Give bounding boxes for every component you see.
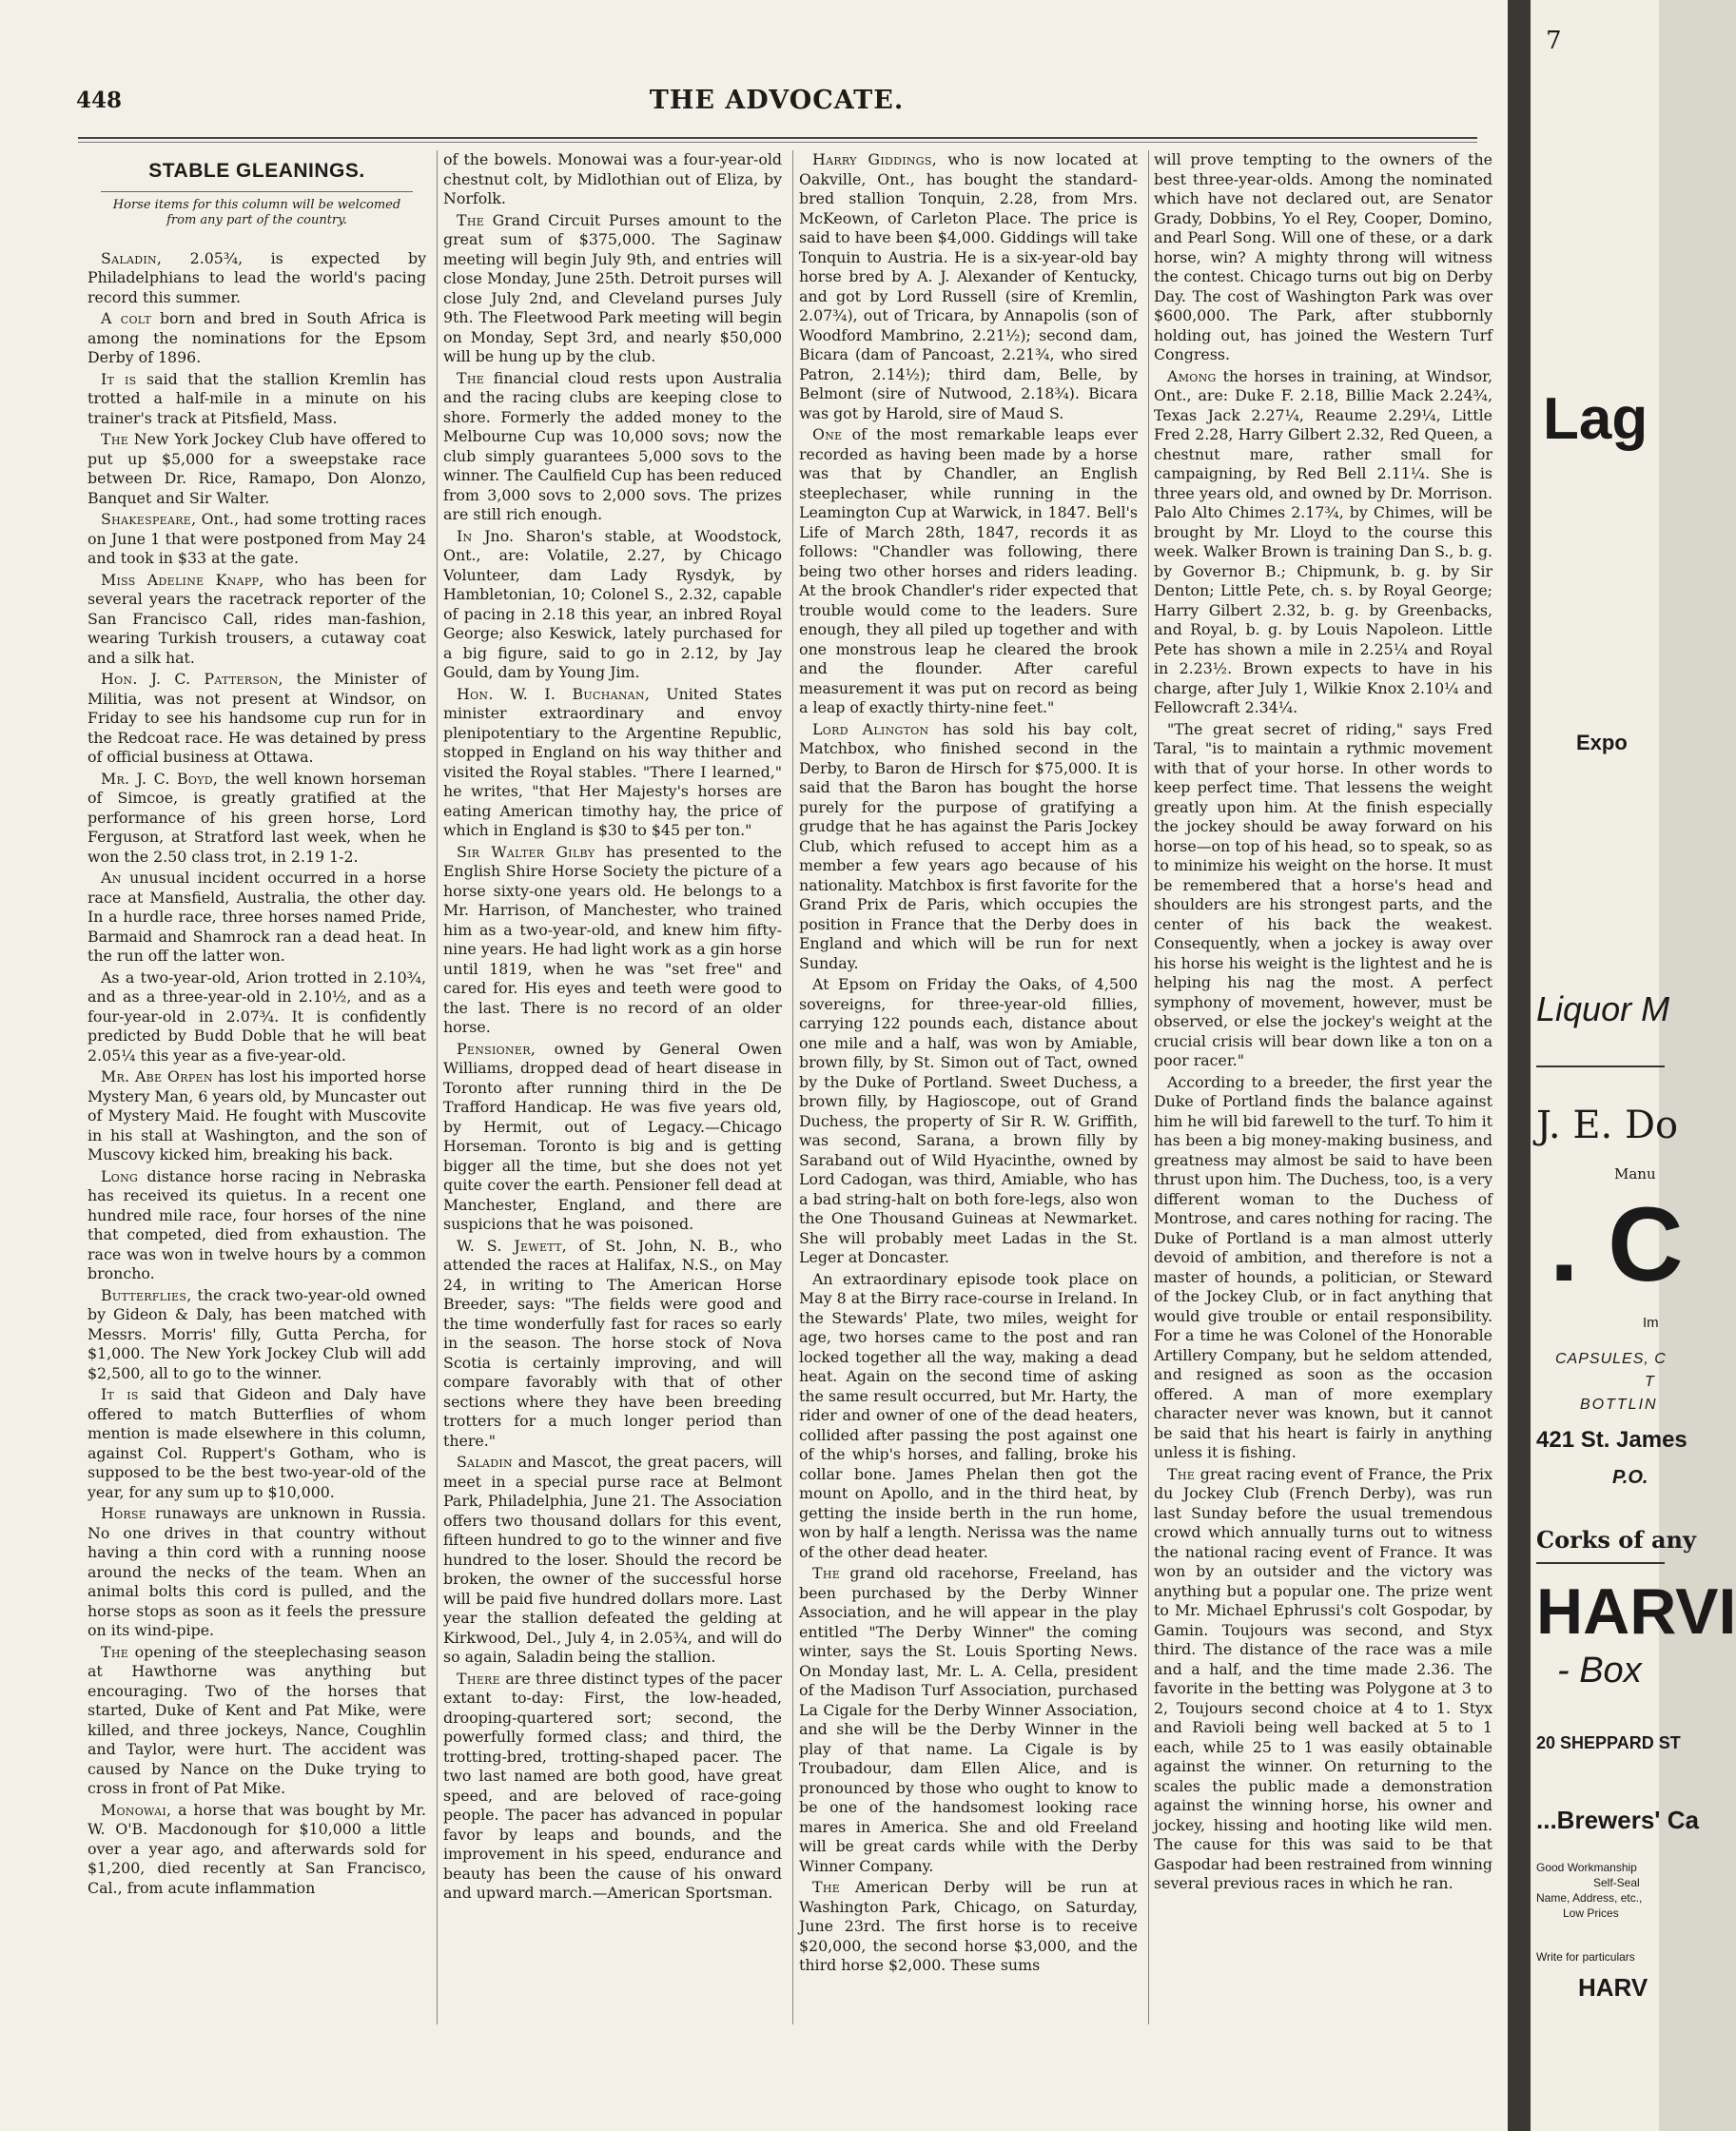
- news-item-text: United States minister extraordinary and envoy plenipotentiary to the Argentine Republic, stopped in England on his way thither and visited the Royal stables. "There I learned," he writes, "that Her Majesty's horses are eating American timothy hay, the price of which in England is $30 to $45 per ton.": [443, 684, 782, 839]
- ad-self-seal: Self-Seal: [1593, 1876, 1640, 1889]
- news-item-text: New York Jockey Club have offered to put up $5,000 for a sweepstake race between Dr. Rice, Ramapo, Don Alonzo, Banquet and Sir Walter.: [88, 430, 426, 507]
- ad-bottling: BOTTLIN: [1580, 1397, 1658, 1413]
- ad-box: - Box: [1557, 1651, 1642, 1691]
- news-item: [88, 670, 426, 768]
- ad-workmanship: Good Workmanship: [1536, 1861, 1637, 1874]
- news-item: [443, 211, 782, 367]
- news-item-text: who is now located at Oakville, Ont., has bought the standard-bred stallion Tonquin, 2.28, from Mrs. McKeown, of Carleton Place. The price is said to have been $4,000. Giddings will take Tonquin to Austria. He is a six-year-old bay horse bred by A. J. Alexander of Kentucky, and got by Lord Russell (sire of Kremlin, 2.07¾), out of Tricara, by Annapolis (son of Woodford Mambrino, 2.21½); second dam, Bicara (dam of Pancoast, 2.21¾, who sired Patron, 2.14½); third dam, Belle, by Belmont (sire of Nutwood, 2.18¾). Bicara was got by Harold, sire of Maud S.: [799, 150, 1138, 422]
- running-head: [76, 88, 1477, 120]
- news-item: [443, 685, 782, 841]
- ad-line-t: T: [1645, 1374, 1654, 1390]
- news-item: [443, 1237, 782, 1452]
- news-item-lead: Among: [1167, 366, 1217, 385]
- news-item-lead: Shakespeare,: [101, 510, 197, 528]
- news-item-text: the crack two-year-old owned by Gideon & Daly, has been matched with Messrs. Morris' filly, Gutta Percha, for $1,000. The New York Jockey Club will add $2,500, all to go to the winner.: [88, 1285, 426, 1382]
- corner-mark: 7: [1546, 27, 1562, 55]
- news-item: [1154, 150, 1492, 365]
- news-item: [443, 1040, 782, 1235]
- ad-importer: Im: [1643, 1315, 1659, 1331]
- news-item-lead: The: [457, 210, 485, 229]
- news-item: [1154, 1465, 1492, 1894]
- news-item-lead: The: [812, 1878, 841, 1896]
- news-item: [88, 869, 426, 967]
- news-item: [88, 1167, 426, 1284]
- news-item-lead: Mr. J. C. Boyd,: [101, 769, 219, 788]
- news-item-lead: Lord Alington: [812, 719, 929, 738]
- column-divider: [792, 150, 793, 2024]
- ad-capsules: CAPSULES, C: [1555, 1351, 1667, 1367]
- news-item: [88, 1801, 426, 1899]
- news-item-text: the well known horseman of Simcoe, is greatly gratified at the performance of his green horse, Lord Ferguson, at Stratford last week, when he won the 2.50 class trot, in 2.19 1-2.: [88, 769, 426, 866]
- ad-rule: [1536, 1562, 1665, 1564]
- news-item-text: of the bowels. Monowai was a four-year-old chestnut colt, by Midlothian out of Eliza, by Norfolk.: [443, 150, 782, 207]
- news-item-text: opening of the steeplechasing season at Hawthorne was anything but encouraging. Two of the horses that started, Duke of Kent and Pat Mike, were killed, and three jockeys, Nance, Coughlin and Taylor, were hurt. The accident was caused by Nance on the Duke trying to cross in front of Pat Mike.: [88, 1642, 426, 1797]
- news-item: [1154, 720, 1492, 1071]
- news-item: [88, 1643, 426, 1799]
- ad-brewers: ...Brewers' Ca: [1536, 1806, 1699, 1834]
- ad-low-prices: Low Prices: [1563, 1906, 1619, 1920]
- news-item-text: owned by General Owen Williams, dropped dead of heart disease in Toronto after running third in the De Trafford Handicap. He was five years old, by Hermit, out of Legacy.—Chicago Horseman. Toronto is big and is getting bigger all the time, but she does not yet quite cover the earth. Pensioner fell dead at Manchester, England, and there are suspicions that he was poisoned.: [443, 1039, 782, 1233]
- news-item-text: According to a breeder, the first year the Duke of Portland finds the balance against him he will bid farewell to the turf. To him it has been a big money-making business, and greatness may almost be said to have been thrust upon him. The Duchess, too, is a very different woman to the Duchess of Montrose, and cares nothing for racing. The Duke of Portland is a man almost utterly devoid of ambition, and therefore is not a master of hounds, a politician, or Steward of the Jockey Club, or in fact anything that would give trouble or entail responsibility. For a time he was Colonel of the Honorable Artillery Company, but he seldom attended, and resigned as soon as the occasion offered. A man of more exemplary character never was known, but it cannot be said that his heart is fairly in anything unless it is fishing.: [1154, 1072, 1492, 1461]
- binding-gutter: [1508, 0, 1531, 2131]
- news-item: [443, 1453, 782, 1668]
- news-item-text: has presented to the English Shire Horse Society the picture of a horse sixty-one years old. He belongs to a Mr. Harrison, of Manchester, who trained him as a two-year-old, and knew him fifty-nine years. He had light work as a gin horse until 1819, when he was "set free" and cared for. His eyes and teeth were good to the last. There is no record of an older horse.: [443, 842, 782, 1036]
- news-item-lead: Saladin: [457, 1453, 513, 1471]
- news-item-lead: Harry Giddings,: [812, 150, 938, 168]
- news-item-text: distance horse racing in Nebraska has received its quietus. In a recent one hundred mile race, four horses of the nine that competed, died from exhaustion. The race was won in twelve hours by a common broncho.: [88, 1166, 426, 1282]
- news-item-text: great racing event of France, the Prix du Jockey Club (French Derby), was run last Sunday before the usual tremendous crowd which annually turns out to witness the national racing event of France. It was won by an outsider and the victory was anything but a popular one. The prize went to Mr. Michael Ephrussi's colt Gospodar, by Gamin. Toujours was second, and Styx third. The distance of the race was a mile and a half, and the time made 2.36. The favorite in the betting was Polygone at 3 to 2, Toujours second choice at 4 to 1. Styx and Ravioli being well backed at 5 to 1 each, while 25 to 1 was easily obtainable against the winner. On returning to the scales the public made a demonstration against the winning horse, his owner and jockey, hissing and hooting like wild men. The cause for this was said to be that Gaspodar had been restrained from winning several previous races in which he ran.: [1154, 1464, 1492, 1892]
- page-number: 448: [76, 88, 123, 113]
- column-divider: [437, 150, 438, 2024]
- news-item-text: said that the stallion Kremlin has trotted a half-mile in a minute on his trainer's track at Pitsfield, Mass.: [88, 369, 426, 427]
- news-item-lead: Mr. Abe Orpen: [101, 1067, 213, 1085]
- header-rule: [78, 137, 1477, 143]
- column-2: [443, 150, 782, 1906]
- news-item-lead: One: [812, 425, 843, 443]
- news-item-text: a horse that was bought by Mr. W. O'B. Macdonough for $10,000 a little over a year ago, and afterwards sold for $1,200, died recently at San Francisco, Cal., from acute inflammation: [88, 1800, 426, 1897]
- news-item-lead: Monowai,: [101, 1800, 172, 1819]
- news-item-text: has sold his bay colt, Matchbox, who finished second in the Derby, to Baron de Hirsch for $75,000. It is said that the Baron has bought the horse purely for the purpose of gratifying a grudge that he has against the Paris Jockey Club, which refused to accept him as a member a few years ago because of his nationality. Matchbox is first favorite for the Grand Prix de Paris, which occupies the position in France that the Derby does in England and which will be run for next Sunday.: [799, 719, 1139, 972]
- news-item-lead: Miss Adeline Knapp,: [101, 570, 264, 589]
- ad-export: Expo: [1576, 731, 1628, 754]
- news-item: [443, 843, 782, 1038]
- news-item: [443, 150, 782, 209]
- news-item-text: will prove tempting to the owners of the best three-year-olds. Among the nominated which have not declared out, are Senator Grady, Dobbins, Yo el Rey, Cooper, Domino, and Pearl Song. Will one of these, or a dark horse, win? A mighty throng will witness the contest. Chicago turns out big on Derby Day. The cost of Washington Park was over $600,000. The Park, after stubbornly holding out, has joined the Western Turf Congress.: [1154, 150, 1492, 363]
- news-item-lead: An: [101, 869, 122, 887]
- news-item-text: born and bred in South Africa is among the nominations for the Epsom Derby of 1896.: [88, 309, 426, 366]
- news-item-text: who has been for several years the racetrack reporter of the San Francisco Call, rides man-fashion, wearing Turkish trousers, a cutaway coat and a silk hat.: [88, 570, 426, 667]
- news-item-text: are three distinct types of the pacer extant to-day: First, the low-headed, drooping-quartered sort; second, the powerfully formed class; and third, the trotting-bred, trotting-shaped pacer. The two last named are both good, have great speed, and are beloved of race-going people. The pacer has advanced in popular favor by leaps and bounds, and the improvement in his speed, endurance and beauty has been the cause of his onward and upward march.—American Sportsman.: [443, 1669, 782, 1902]
- news-item: [799, 150, 1138, 423]
- news-item-lead: Long: [101, 1166, 139, 1185]
- column-4: [1154, 150, 1492, 1896]
- news-item-text: Ont., had some trotting races on June 1 that were postponed from May 24 and took in $33 at the gate.: [88, 510, 426, 567]
- ad-rule: [1536, 1066, 1665, 1067]
- column-3: [799, 150, 1138, 1978]
- news-item: [443, 527, 782, 683]
- news-item-lead: A colt: [101, 309, 152, 327]
- news-item: [443, 1670, 782, 1904]
- news-item-text: financial cloud rests upon Australia and the racing clubs are keeping close to shore. Formerly the added money to the Melbourne Cup was 10,000 sovs; now the club simply guarantees 5,000 sovs to the winner. The Caulfield Cup has been reduced from 3,000 sovs to 2,000 sovs. The prizes are still rich enough.: [443, 368, 782, 523]
- ad-name-address: Name, Address, etc.,: [1536, 1891, 1643, 1905]
- news-item-lead: In: [457, 526, 473, 545]
- news-item-text: As a two-year-old, Arion trotted in 2.10¾, and as a three-year-old in 2.10½, and as a four-year-old in 2.07¾. It is confidently predicted by Budd Doble that he will beat 2.05¼ this year as a five-year-old.: [88, 968, 426, 1065]
- news-item-text: of St. John, N. B., who attended the races at Halifax, N.S., on May 24, in writing to The American Horse Breeder, says: "The fields were good and the time wonderfully fast for races so early in the season. The horse stock of Nova Scotia is certainly improving, and will compare favorably with that of other sections where they have been breeding trotters for a much longer period than there.": [443, 1236, 782, 1450]
- news-item: [88, 968, 426, 1066]
- news-item: [88, 1286, 426, 1384]
- column-divider: [1148, 150, 1149, 2024]
- news-item: [799, 975, 1138, 1268]
- news-item-lead: The: [457, 368, 485, 387]
- news-item: [88, 510, 426, 569]
- news-item-lead: Pensioner,: [457, 1039, 536, 1058]
- news-item: [799, 1564, 1138, 1876]
- news-item-text: said that Gideon and Daly have offered to match Butterflies of whom mention is made elsewhere in this column, against Col. Ruppert's Gotham, who is supposed to be the best two-year-old of the year, for any sum up to $10,000.: [88, 1385, 426, 1501]
- news-item-text: "The great secret of riding," says Fred Taral, "is to maintain a rythmic movement with that of your horse. In other words to keep perfect time. That lessens the weight greatly upon him. At the finish especially the jockey should be away forward on his horse—on top of his head, so to speak, so as to minimize his weight on the horse. It must be remembered that a horse's head and shoulders are his strongest parts, and the center of his back the weakest. Consequently, when a jockey is away over his horse his weight is the lightest and he is helping his nag the most. A perfect symphony of movement, however, must be observed, or else the jockey's weight at the crucial crisis will bear down like a ton on a poor racer.": [1154, 719, 1492, 1069]
- news-item-text: and Mascot, the great pacers, will meet in a special purse race at Belmont Park, Philadelphia, June 21. The Association offers two thousand dollars for this event, fifteen hundred to go to the winner and five hundred to the loser. Should the record be broken, the owner of the successful horse will be paid five hundred dollars more. Last year the stallion defeated the gelding at Kirkwood, Del., July 4, in 2.05¾, and will do so again, Saladin being the stallion.: [443, 1453, 782, 1666]
- ad-corks: Corks of any: [1536, 1526, 1696, 1554]
- column-1: [88, 150, 426, 1900]
- news-item-lead: Hon. J. C. Patterson,: [101, 670, 283, 688]
- news-item-lead: The: [101, 430, 129, 448]
- news-item-lead: W. S. Jewett,: [457, 1236, 568, 1255]
- news-item: [1154, 1073, 1492, 1463]
- news-item-lead: Horse: [101, 1504, 147, 1522]
- news-item: [88, 571, 426, 669]
- ad-address: 421 St. James: [1536, 1427, 1687, 1453]
- news-item: [88, 1385, 426, 1502]
- ad-liquor: Liquor M: [1536, 989, 1670, 1028]
- ad-sheppard: 20 SHEPPARD ST: [1536, 1733, 1681, 1752]
- news-item: [88, 370, 426, 429]
- ad-manufacturer: Manu: [1614, 1165, 1656, 1183]
- news-item-lead: It is: [101, 369, 137, 388]
- news-item-text: At Epsom on Friday the Oaks, of 4,500 sovereigns, for three-year-old fillies, carrying 122 pounds each, distance about one mile and a half, was won by Amiable, brown filly, by St. Simon out of Tact, owned by the Duke of Portland. Sweet Duchess, a brown filly, by Hagioscope, out of Grand Duchess, the property of Sir R. W. Griffith, was second, Sarana, a brown filly by Saraband out of Wild Hyacinthe, owned by Lord Cadogan, was third, Amiable, who has a bad string-halt on both fore-legs, also won the One Thousand Guineas at Newmarket. She will probably meet Ladas in the St. Leger at Doncaster.: [799, 975, 1138, 1266]
- news-item-text: Jno. Sharon's stable, at Woodstock, Ont., are: Volatile, 2.27, by Chicago Volunteer, dam Lady Rysdyk, by Hambletonian, 10; Colonel S., 2.32, capable of pacing in 2.18 this year, an inbred Royal George; also Keswick, lately purchased for a big figure, said to go in 2.12, by Jay Gould, dam by Young Jim.: [443, 526, 782, 681]
- news-item-text: unusual incident occurred in a horse race at Mansfield, Australia, the other day. In a hurdle race, three horses named Pride, Barmaid and Shamrock ran a dead heat. In the run off the latter won.: [88, 869, 426, 965]
- news-item: [88, 1504, 426, 1641]
- news-item-text: An extraordinary episode took place on May 8 at the Birry race-course in Ireland. In the Stewards' Plate, two miles, weight for age, two horses came to the post and ran locked together all the way, making a dead heat. Again on the second time of asking the same result occurred, but Mr. Harty, the rider and owner of one of the dead heaters, collided after passing the post against one of the whip's horses, and falling, broke his collar bone. James Phelan then got the mount on Apollo, and in the third heat, by getting the inside berth in the run home, won by half a length. Nerissa was the name of the other dead heater.: [799, 1269, 1138, 1561]
- news-item-text: grand old racehorse, Freeland, has been purchased by the Derby Winner Association, and he will appear in the play entitled "The Derby Winner" the coming winter, says the St. Louis Sporting News. On Monday last, Mr. L. A. Cella, president of the Madison Turf Association, purchased La Cigale for the Derby Winner Association, and she will be the Derby Winner in the play of that name. La Cigale is by Troubadour, dam Ellen Alice, and is pronounced by those who ought to know to be one of the handsomest looking race mares in America. She and old Freeland will be great cards while with the Derby Winner Company.: [799, 1564, 1138, 1875]
- ad-lager: Lag: [1543, 386, 1648, 452]
- news-item-text: of the most remarkable leaps ever recorded as having been made by a horse was that by Chandler, an English steeplechaser, while running in the Leamington Cup at Warwick, in 1847. Bell's Life of March 28th, 1847, records it as follows: "Chandler was following, there being two other horses and riders leading. At the brook Chandler's rider expected that trouble would come to the leaders. Sure enough, they all piled up together and with one monstrous leap he cleared the brook and the flounder. After careful measurement it was put on record as being a leap of exactly thirty-nine feet.": [799, 425, 1138, 716]
- news-item: [88, 770, 426, 868]
- news-item-lead: There: [457, 1669, 500, 1688]
- section-subtitle: Horse items for this column will be welcomed from any part of the country.: [101, 191, 413, 232]
- news-item-text: the Minister of Militia, was not present at Windsor, on Friday to see his handsome cup run for in the Redcoat race. He was detained by press of official business at Ottawa.: [88, 670, 426, 766]
- ad-write: Write for particulars: [1536, 1950, 1635, 1964]
- section-title: STABLE GLEANINGS.: [148, 160, 365, 182]
- news-item-text: 2.05¾, is expected by Philadelphians to lead the world's pacing record this summer.: [88, 248, 426, 306]
- news-item-lead: Sir Walter Gilby: [457, 842, 595, 861]
- news-item: [88, 1067, 426, 1165]
- news-item-text: American Derby will be run at Washington Park, Chicago, on Saturday, June 23rd. The first horse is to receive $20,000, the second horse $3,000, and the third horse $2,000. These sums: [799, 1878, 1138, 1974]
- news-item-text: has lost his imported horse Mystery Man, 6 years old, by Muncaster out of Mystery Maid. He fought with Muscovite in his stall at Washington, and the son of Muscovy kicked him, breaking his back.: [88, 1067, 426, 1163]
- news-item: [799, 720, 1138, 974]
- news-item-lead: It is: [101, 1385, 139, 1403]
- ad-big-letter: . C: [1550, 1186, 1684, 1303]
- ad-name: J. E. Do: [1536, 1104, 1679, 1147]
- adjacent-page-ads: [1531, 0, 1736, 2131]
- news-item: [799, 1270, 1138, 1563]
- journal-title: THE ADVOCATE.: [649, 86, 905, 115]
- news-item-lead: Butterflies,: [101, 1285, 192, 1304]
- news-item-text: runaways are unknown in Russia. No one drives in that country without having a thin cord with a running noose around the necks of the team. When an animal bolts this cord is pulled, and the horse stops as soon as it feels the pressure on its wind-pipe.: [88, 1504, 426, 1639]
- news-item: [88, 309, 426, 368]
- news-item-lead: The: [1167, 1464, 1196, 1483]
- news-item-text: the horses in training, at Windsor, Ont., are: Duke F. 2.18, Billie Mack 2.24¾, Texas Jack 2.27¼, Reaume 2.29¼, Little Fred 2.28, Harry Gilbert 2.32, Red Queen, a chestnut mare, rather small for campaigning, by Red Bell 2.11¼. She is three years old, and owned by Dr. Morrison. Palo Alto Chimes 2.17¾, by Chimes, will be brought by Mr. Lloyd to the course this week. Walker Brown is training Dan S., b. g. by Governor B.; Chipmunk, b. g. by Sir Denton; Little Pete, ch. s. by Royal George; Harry Gilbert 2.32, b. g. by Greenbacks, and Royal, b. g. by Louis Napoleon. Little Pete has shown a mile in 2.25¼ and Royal in 2.23½. Brown expects to have in his charge, after July 1, Wilkie Knox 2.10¼ and Fellowcraft 2.34¼.: [1154, 366, 1492, 716]
- news-item: [443, 369, 782, 525]
- ad-po: P.O.: [1612, 1467, 1648, 1488]
- news-item: [799, 1878, 1138, 1976]
- news-item-text: Grand Circuit Purses amount to the great sum of $375,000. The Saginaw meeting will begin July 9th, and entries will close Monday, June 25th. Detroit purses will close July 2nd, and Cleveland purses July 9th. The Fleetwood Park meeting will begin on Monday, Sept 3rd, and nearly $50,000 will be hung up by the club.: [443, 210, 782, 365]
- news-item-lead: Hon. W. I. Buchanan,: [457, 684, 651, 703]
- news-item-lead: The: [812, 1564, 841, 1582]
- ad-harvey: HARVI: [1536, 1575, 1736, 1648]
- ad-harvey-2: HARV: [1578, 1973, 1648, 2002]
- news-item: [88, 430, 426, 508]
- news-item-lead: Saladin,: [101, 248, 163, 267]
- news-item-lead: The: [101, 1642, 129, 1661]
- news-item: [1154, 367, 1492, 718]
- news-item: [88, 249, 426, 308]
- news-item: [799, 425, 1138, 718]
